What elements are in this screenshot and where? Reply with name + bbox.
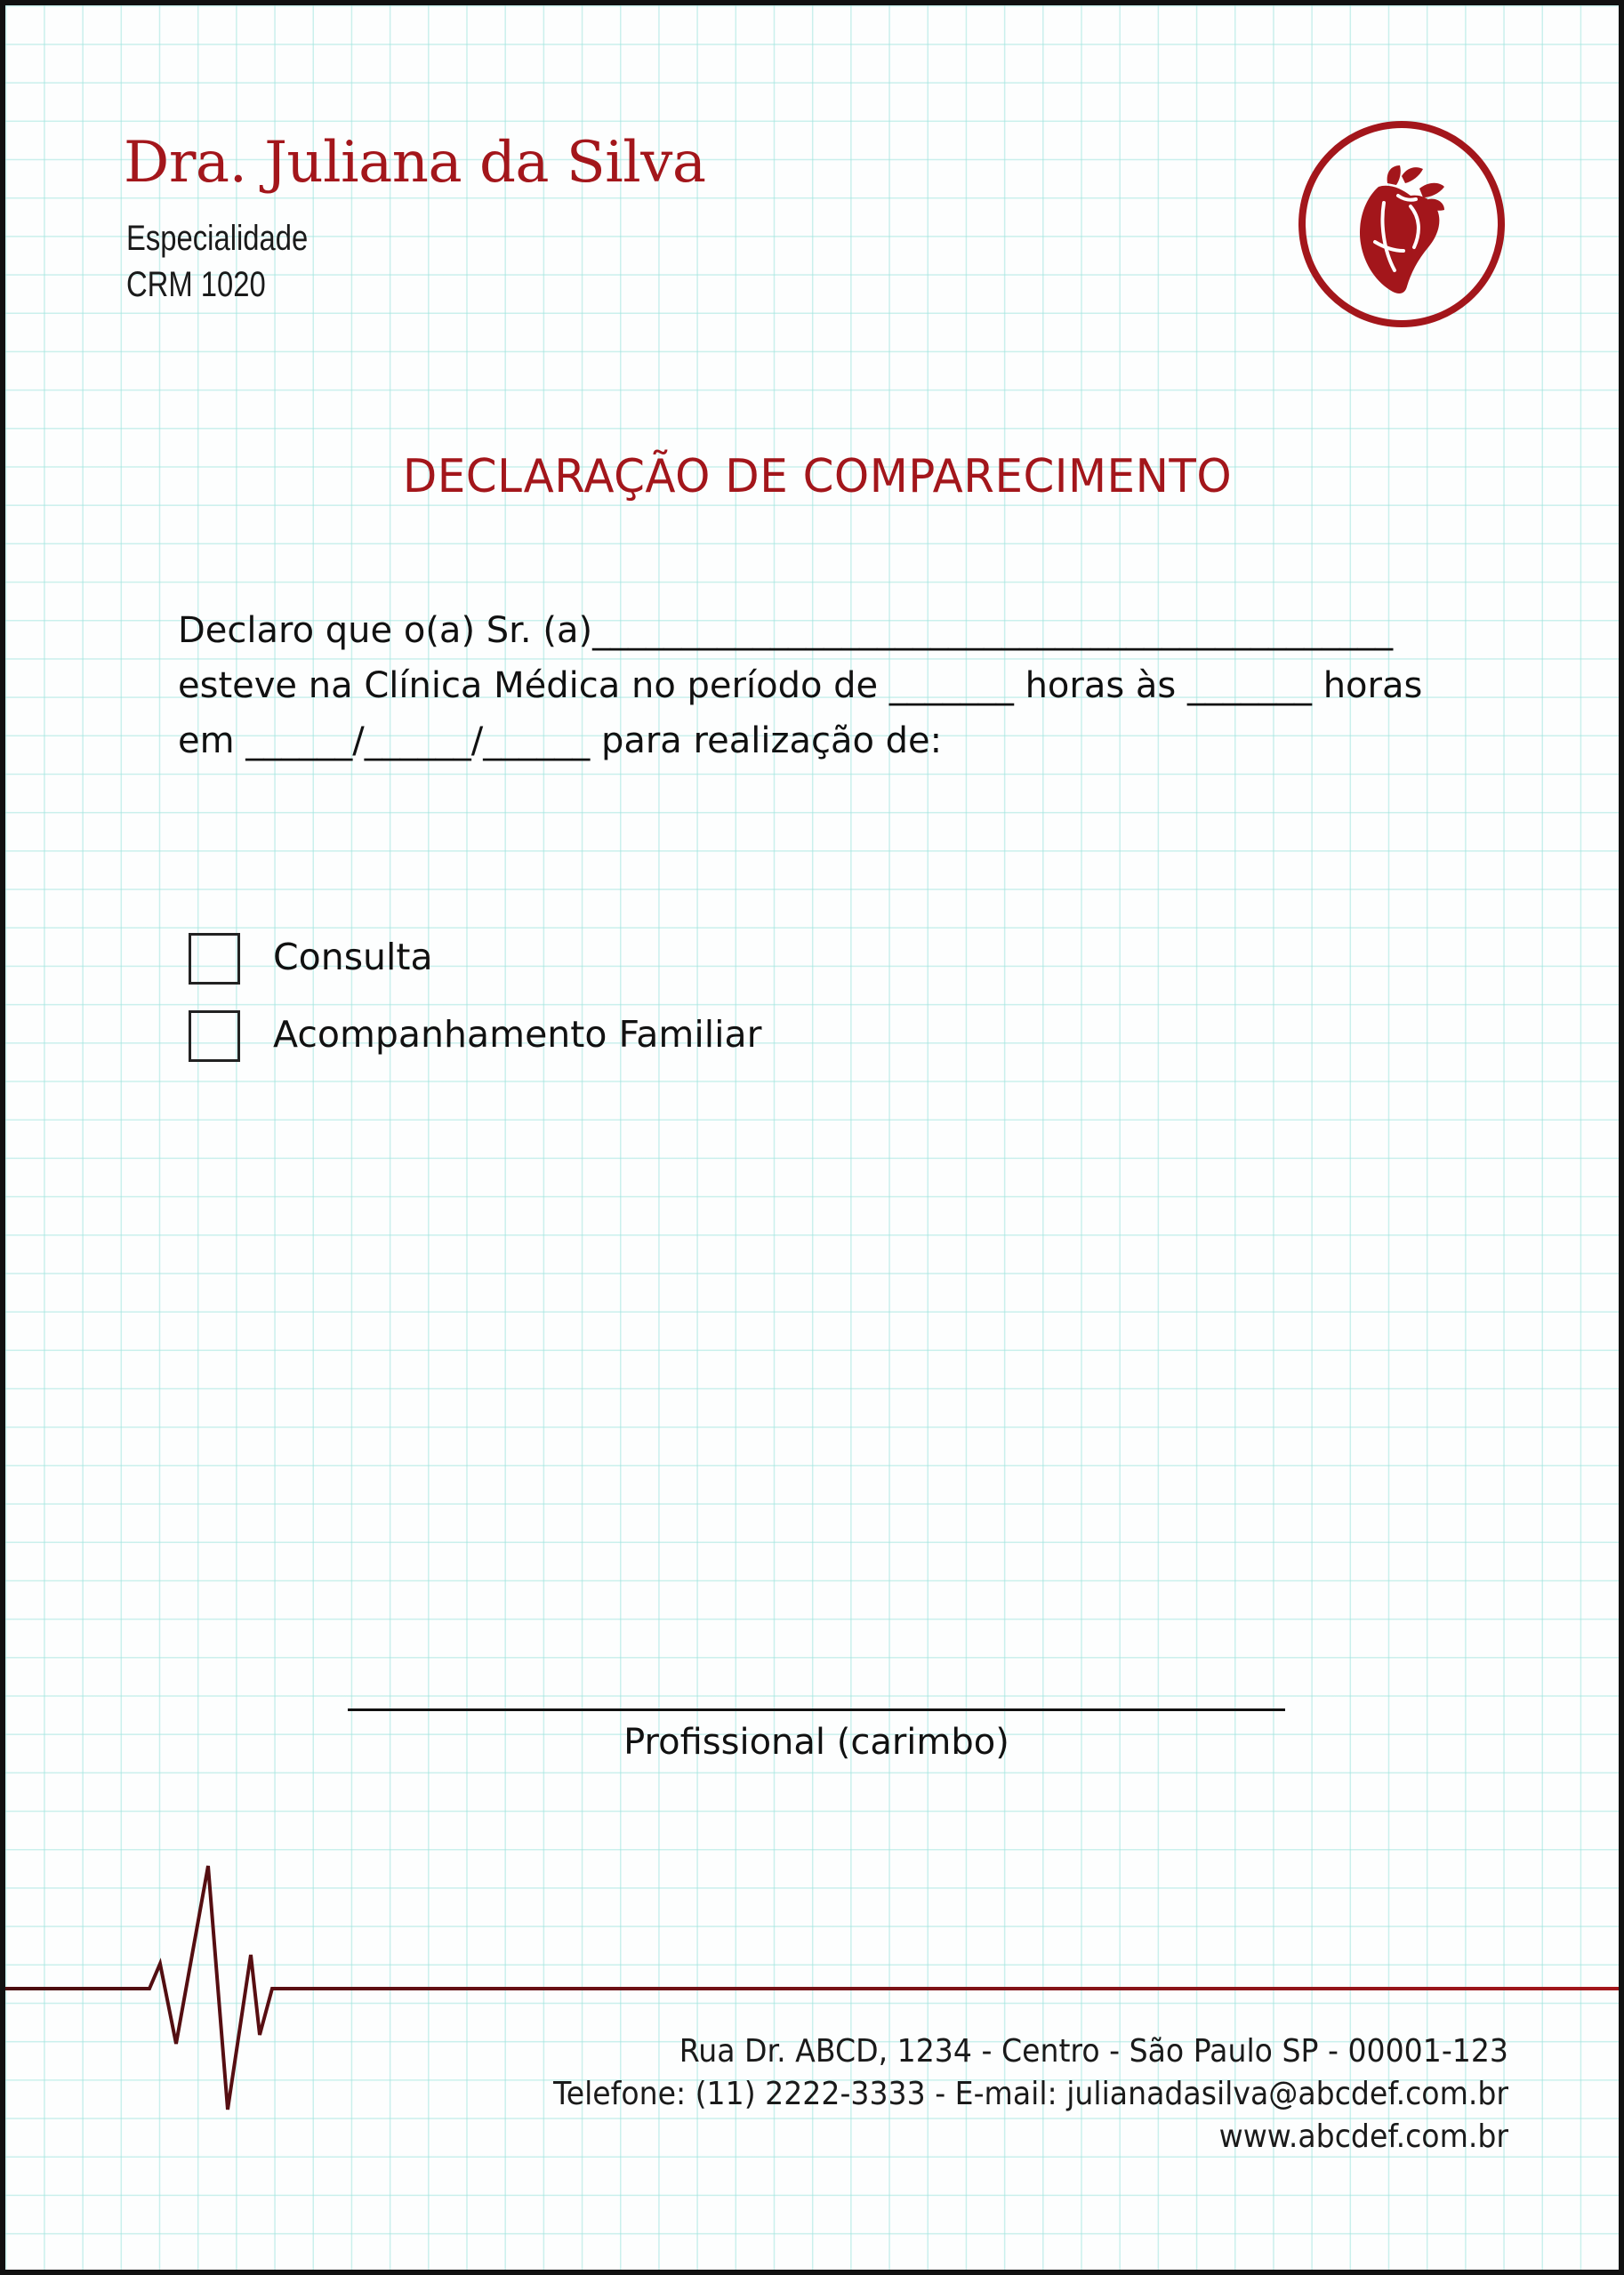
document-title: DECLARAÇÃO DE COMPARECIMENTO: [402, 450, 1233, 503]
checkbox-acompanhamento-familiar[interactable]: [189, 1010, 240, 1062]
footer-website: www.abcdef.com.br: [1218, 2118, 1508, 2155]
footer-contact: Telefone: (11) 2222-3333 - E-mail: julianadasilva@abcdef.com.br: [553, 2076, 1508, 2112]
signature-label: Profissional (carimbo): [623, 1722, 1009, 1763]
heart-icon: [1295, 117, 1508, 331]
declaration-line-2: esteve na Clínica Médica no período de _______ horas às _______ horas: [178, 665, 1423, 706]
footer-address: Rua Dr. ABCD, 1234 - Centro - São Paulo SP - 00001-123: [679, 2033, 1508, 2070]
doctor-specialty: Especialidade: [126, 219, 309, 258]
declaration-line-1: Declaro que o(a) Sr. (a)_____________________________________________: [178, 610, 1394, 651]
signature-line: [348, 1708, 1285, 1711]
option-label-consulta: Consulta: [273, 936, 433, 978]
option-label-acompanhamento-familiar: Acompanhamento Familiar: [273, 1013, 762, 1056]
doctor-crm: CRM 1020: [126, 265, 266, 304]
declaration-line-3: em ______/______/______ para realização de:: [178, 720, 943, 761]
checkbox-consulta[interactable]: [189, 933, 240, 985]
doctor-name: Dra. Juliana da Silva: [124, 130, 706, 196]
